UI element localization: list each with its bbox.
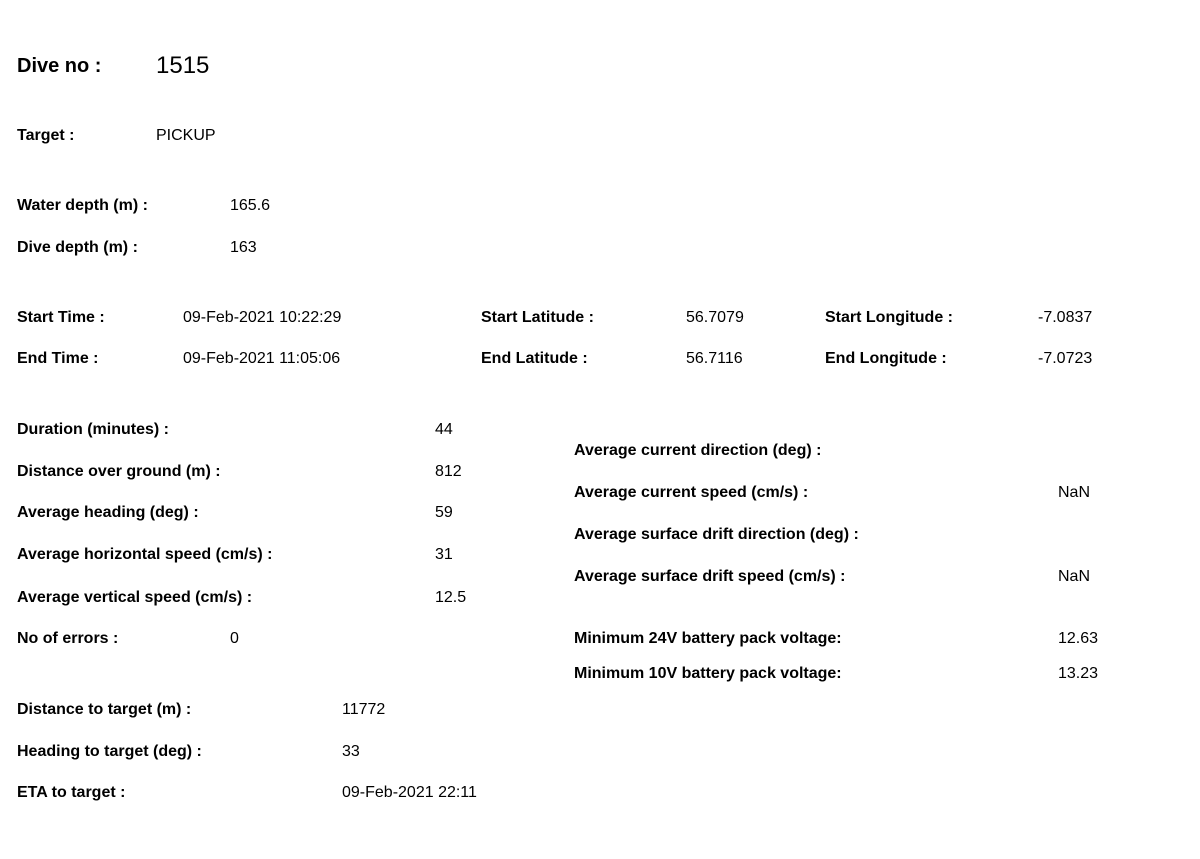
dive-number-value: 1515 xyxy=(156,52,210,79)
errors-value: 0 xyxy=(230,630,239,647)
eta-to-target-value: 09-Feb-2021 22:11 xyxy=(342,784,477,801)
average-surface-drift-direction-label: Average surface drift direction (deg) : xyxy=(574,526,859,543)
end-longitude-value: -7.0723 xyxy=(1038,350,1093,367)
start-latitude-label: Start Latitude : xyxy=(481,309,594,326)
average-surface-drift-speed-label: Average surface drift speed (cm/s) : xyxy=(574,568,846,585)
eta-to-target-label: ETA to target : xyxy=(17,784,126,801)
distance-over-ground-label: Distance over ground (m) : xyxy=(17,463,221,480)
dive-number-label: Dive no : xyxy=(17,55,102,77)
heading-to-target-value: 33 xyxy=(342,743,360,760)
duration-label: Duration (minutes) : xyxy=(17,421,169,438)
end-latitude-label: End Latitude : xyxy=(481,350,588,367)
average-vertical-speed-value: 12.5 xyxy=(435,589,467,606)
end-time-value: 09-Feb-2021 11:05:06 xyxy=(183,350,341,367)
start-longitude-label: Start Longitude : xyxy=(825,309,953,326)
average-heading-value: 59 xyxy=(435,504,453,521)
distance-to-target-label: Distance to target (m) : xyxy=(17,701,192,718)
distance-over-ground-value: 812 xyxy=(435,463,462,480)
average-heading-label: Average heading (deg) : xyxy=(17,504,199,521)
min-24v-battery-value: 12.63 xyxy=(1058,630,1099,647)
end-longitude-label: End Longitude : xyxy=(825,350,947,367)
min-10v-battery-label: Minimum 10V battery pack voltage: xyxy=(574,665,842,682)
dive-depth-value: 163 xyxy=(230,239,257,256)
average-current-direction-label: Average current direction (deg) : xyxy=(574,442,822,459)
min-24v-battery-label: Minimum 24V battery pack voltage: xyxy=(574,630,842,647)
average-current-speed-label: Average current speed (cm/s) : xyxy=(574,484,809,501)
average-horizontal-speed-value: 31 xyxy=(435,546,453,563)
min-10v-battery-value: 13.23 xyxy=(1058,665,1099,682)
start-time-value: 09-Feb-2021 10:22:29 xyxy=(183,309,342,326)
duration-value: 44 xyxy=(435,421,453,438)
errors-label: No of errors : xyxy=(17,630,119,647)
average-current-speed-value: NaN xyxy=(1058,484,1091,501)
target-value: PICKUP xyxy=(156,127,216,144)
distance-to-target-value: 11772 xyxy=(342,701,386,718)
average-horizontal-speed-label: Average horizontal speed (cm/s) : xyxy=(17,546,273,563)
water-depth-value: 165.6 xyxy=(230,197,271,214)
average-surface-drift-speed-value: NaN xyxy=(1058,568,1091,585)
end-time-label: End Time : xyxy=(17,350,99,367)
average-vertical-speed-label: Average vertical speed (cm/s) : xyxy=(17,589,253,606)
start-time-label: Start Time : xyxy=(17,309,105,326)
end-latitude-value: 56.7116 xyxy=(686,350,743,367)
water-depth-label: Water depth (m) : xyxy=(17,197,148,214)
start-latitude-value: 56.7079 xyxy=(686,309,744,326)
dive-depth-label: Dive depth (m) : xyxy=(17,239,138,256)
target-label: Target : xyxy=(17,127,75,144)
start-longitude-value: -7.0837 xyxy=(1038,309,1093,326)
heading-to-target-label: Heading to target (deg) : xyxy=(17,743,202,760)
